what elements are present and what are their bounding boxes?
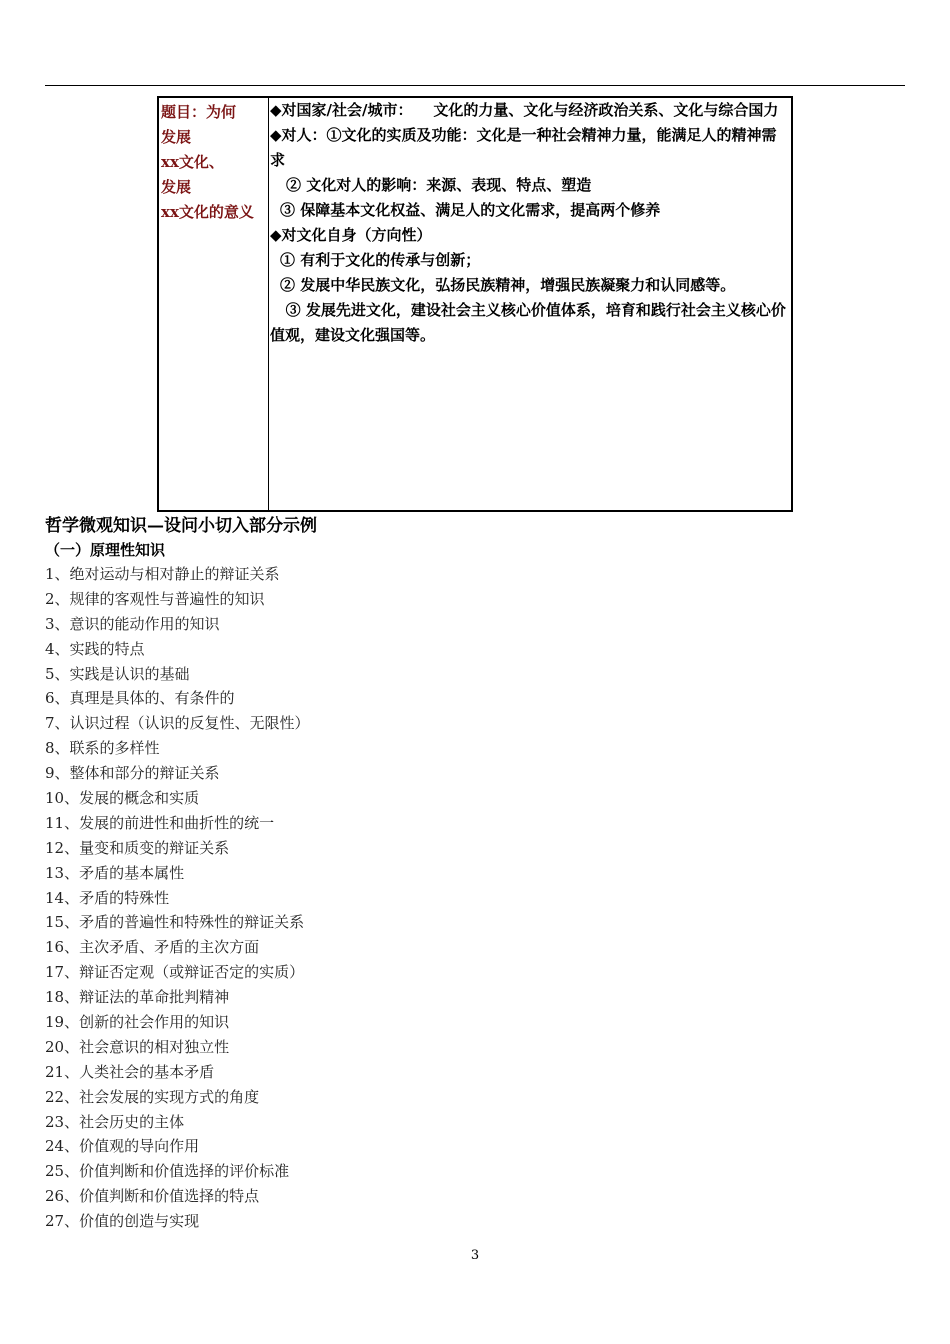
topic-line: 发展: [161, 128, 192, 146]
summary-box: [157, 96, 793, 512]
list-item: 12、量变和质变的辩证关系: [45, 838, 230, 857]
content-cell: [269, 98, 791, 510]
list-item: 21、人类社会的基本矛盾: [45, 1062, 215, 1081]
list-item: 26、价值判断和价值选择的特点: [45, 1187, 260, 1206]
list-item: 18、辩证法的革命批判精神: [45, 988, 230, 1007]
list-item: 3、意识的能动作用的知识: [45, 614, 220, 633]
page-number: 3: [470, 1248, 480, 1263]
list-item: 2、规律的客观性与普遍性的知识: [45, 589, 265, 608]
section-title: 哲学微观知识—设问小切入部分示例: [45, 516, 317, 536]
header-rule: [45, 85, 905, 86]
topic-line: 题目：为何: [161, 103, 237, 121]
country-text: 文化的力量、文化与经济政治关系、文化与综合国力: [433, 101, 779, 119]
topic-line: xx文化的意义: [161, 203, 254, 221]
list-item: 5、实践是认识的基础: [45, 664, 190, 683]
list-item: 7、认识过程（认识的反复性、无限性）: [45, 714, 310, 733]
list-item: 22、社会发展的实现方式的角度: [45, 1087, 260, 1106]
topic-line: xx文化、: [161, 153, 224, 171]
self-item: ② 发展中华民族文化，弘扬民族精神，增强民族凝聚力和认同感等。: [280, 276, 736, 294]
list-item: 19、创新的社会作用的知识: [45, 1013, 230, 1032]
list-item: 9、整体和部分的辩证关系: [45, 764, 220, 783]
list-item: 25、价值判断和价值选择的评价标准: [45, 1162, 290, 1181]
list-item: 17、辩证否定观（或辩证否定的实质）: [45, 963, 305, 982]
person-text: ①文化的实质及功能：文化是一种社会精神力量，能满足人的精神需求: [270, 126, 777, 169]
self-item: ① 有利于文化的传承与创新；: [280, 251, 481, 269]
topic-cell: [159, 98, 269, 510]
country-paragraph: [270, 98, 791, 123]
person-item: ③ 保障基本文化权益、满足人的文化需求，提高两个修养: [280, 201, 661, 219]
list-item: 16、主次矛盾、矛盾的主次方面: [45, 938, 260, 957]
list-item: 20、社会意识的相对独立性: [45, 1037, 230, 1056]
list-item: 24、价值观的导向作用: [45, 1137, 200, 1156]
list-item: 8、联系的多样性: [45, 739, 160, 758]
list-item: 10、发展的概念和实质: [45, 789, 200, 808]
list-item: 13、矛盾的基本属性: [45, 863, 185, 882]
list-item: 14、矛盾的特殊性: [45, 888, 170, 907]
self-item: [270, 298, 791, 348]
list-item: 1、绝对运动与相对静止的辩证关系: [45, 565, 280, 583]
list-item: 27、价值的创造与实现: [45, 1212, 200, 1231]
self-item-text: ③ 发展先进文化，建设社会主义核心价值体系，培育和践行社会主义核心价值观，建设文化强国等。: [270, 301, 786, 344]
list-item: 4、实践的特点: [45, 639, 145, 658]
list-item: 15、矛盾的普遍性和特殊性的辩证关系: [45, 913, 305, 932]
person-paragraph: [270, 123, 791, 173]
list-item: 6、真理是具体的、有条件的: [45, 689, 235, 708]
topic-line: 发展: [161, 178, 192, 196]
country-heading: ◆对国家/社会/城市：: [270, 101, 413, 119]
list-item: 11、发展的前进性和曲折性的统一: [45, 813, 275, 832]
knowledge-list: [45, 562, 310, 1234]
section-subtitle: （一）原理性知识: [45, 541, 166, 559]
person-item: ② 文化对人的影响：来源、表现、特点、塑造: [286, 176, 592, 194]
self-heading: ◆对文化自身（方向性）: [270, 226, 432, 244]
list-item: 23、社会历史的主体: [45, 1112, 185, 1131]
person-heading: ◆对人：: [270, 126, 327, 144]
